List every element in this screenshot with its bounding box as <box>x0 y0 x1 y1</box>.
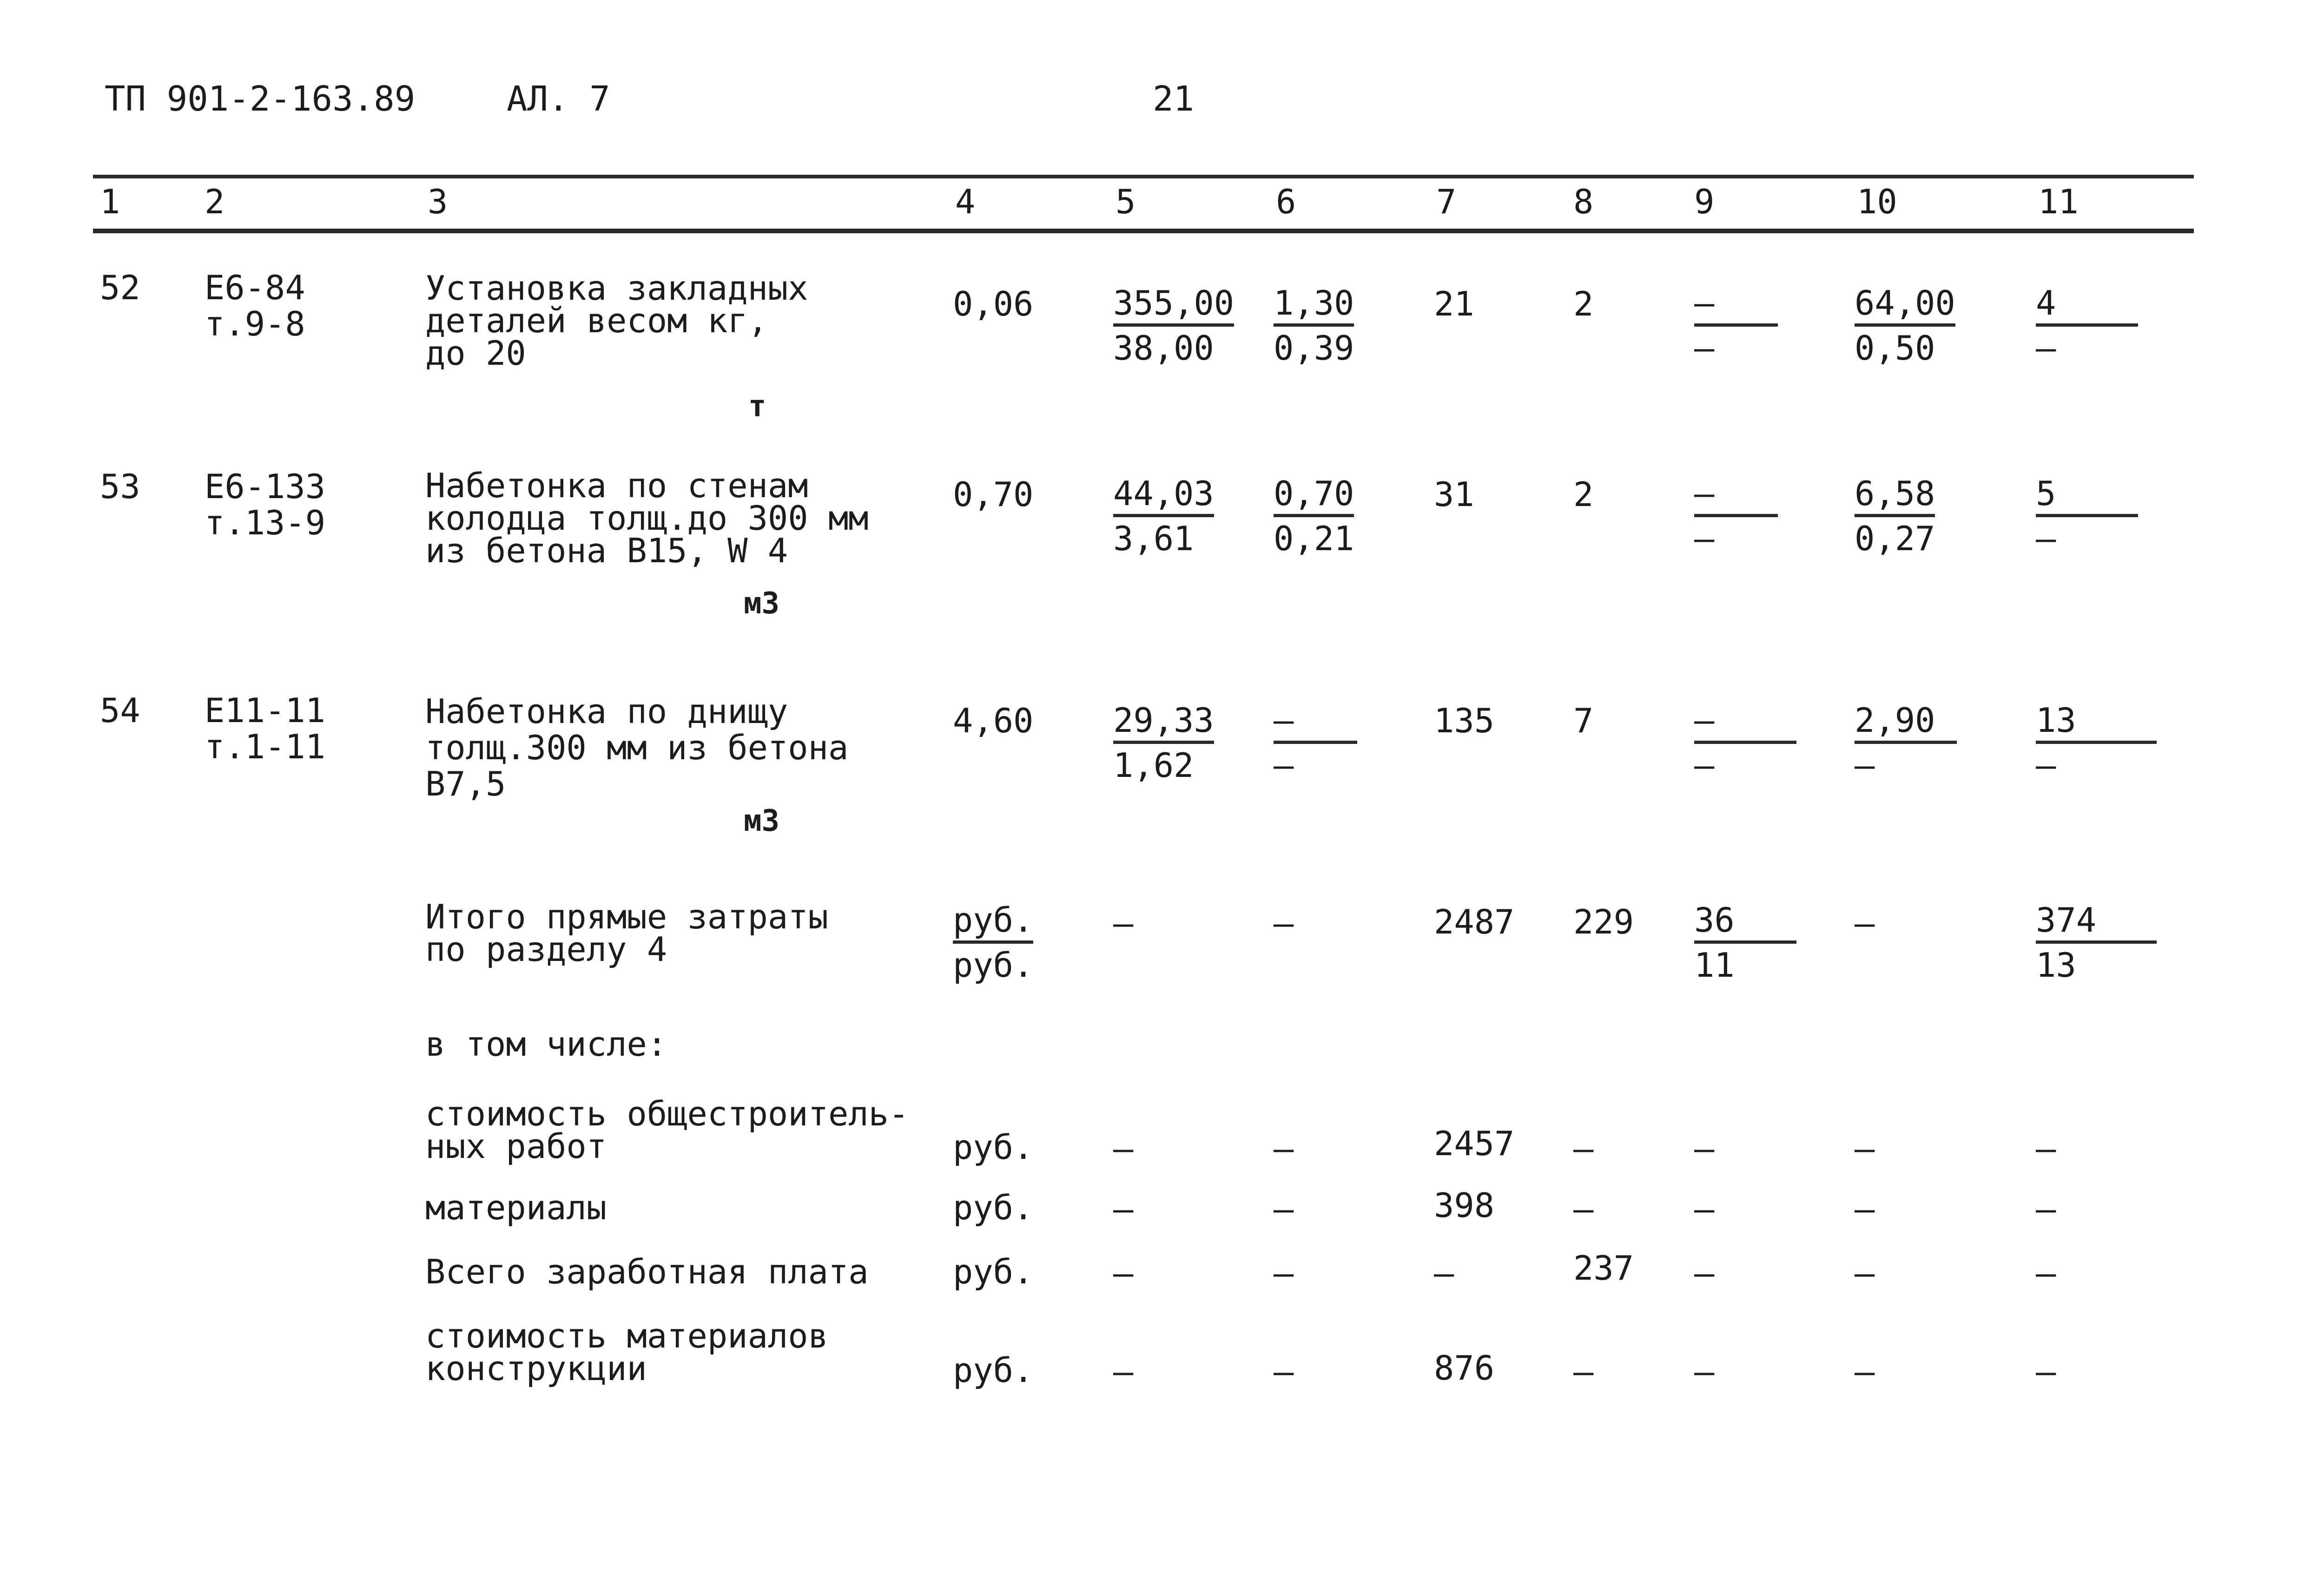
cost-fraction: – – <box>1694 283 1778 368</box>
column-number: 4 <box>955 182 976 221</box>
value-cell: – <box>1694 1352 1715 1391</box>
row-number: 52 <box>100 268 140 307</box>
value-cell: 7 <box>1573 701 1594 740</box>
cost-fraction: 13 – <box>2036 701 2157 785</box>
total-unit: руб. руб. <box>953 901 1034 985</box>
row-number: 54 <box>100 691 140 730</box>
value-cell: – <box>1274 1352 1294 1391</box>
breakdown-unit: руб. <box>953 1351 1034 1390</box>
value-cell: – <box>1274 1190 1294 1229</box>
cost-fraction: – – <box>1694 474 1778 558</box>
value-cell: – <box>1694 1129 1715 1168</box>
cost-fraction: 5 – <box>2036 474 2138 558</box>
value-cell: 21 <box>1434 284 1474 323</box>
column-number: 8 <box>1573 182 1594 221</box>
norm-code: Е11-11 т.1-11 <box>205 691 326 766</box>
norm-code: Е6-133 т.13-9 <box>205 467 326 542</box>
breakdown-label: стоимость материалов конструкции <box>425 1316 828 1388</box>
cost-fraction: $\frac{374}{13}$ <box>2036 901 2157 985</box>
work-description: Набетонка по стенам колодца толщ.до 300 мм из бетона В15, W 4 <box>425 466 869 570</box>
value-cell: – <box>1113 1352 1134 1391</box>
quantity: 4,60 <box>953 701 1034 740</box>
quantity: 0,06 <box>953 284 1034 323</box>
work-description: Набетонка по днищу толщ.300 мм из бетона В7,5 <box>425 692 849 803</box>
value-cell: 229 <box>1573 902 1634 941</box>
value-cell: – <box>2036 1352 2056 1391</box>
value-cell: – <box>1855 1190 1875 1229</box>
breakdown-unit: руб. <box>953 1128 1034 1167</box>
value-cell: 2 <box>1573 475 1594 514</box>
value-cell: 2 <box>1573 284 1594 323</box>
quantity: 0,70 <box>953 475 1034 514</box>
page-number: 21 <box>1153 79 1195 119</box>
value-cell: 398 <box>1434 1186 1495 1225</box>
table-top-rule <box>93 175 2194 178</box>
value-cell: – <box>1573 1352 1594 1391</box>
column-number: 11 <box>2038 182 2079 221</box>
measure-unit: т <box>748 389 766 424</box>
value-cell: 237 <box>1573 1249 1634 1288</box>
cost-fraction: $\frac{44,03}{3,61}$ <box>1113 474 1214 558</box>
value-cell: – <box>2036 1254 2056 1293</box>
value-cell: – <box>1855 1129 1875 1168</box>
column-number: 10 <box>1857 182 1897 221</box>
column-number: 1 <box>100 182 120 221</box>
value-cell: – <box>1573 1129 1594 1168</box>
value-cell: – <box>1113 1190 1134 1229</box>
column-number: 7 <box>1436 182 1457 221</box>
total-label: Итого прямые затраты по разделу 4 <box>425 897 828 969</box>
value-cell: 2457 <box>1434 1124 1515 1163</box>
work-description: Установка закладных деталей весом кг, до 20 <box>425 269 808 373</box>
cost-fraction: $\frac{0,70}{0,21}$ <box>1274 474 1354 558</box>
value-cell: 876 <box>1434 1348 1495 1387</box>
cost-fraction: $\frac{355,00}{38,00}$ <box>1113 283 1235 368</box>
album-number: АЛ. 7 <box>507 79 610 119</box>
breakdown-label: стоимость общестроитель- ных работ <box>425 1094 909 1166</box>
table-header-rule <box>93 229 2194 233</box>
value-cell: – <box>2036 1129 2056 1168</box>
including-label: в том числе: <box>425 1025 667 1064</box>
cost-fraction: – – <box>1274 701 1357 785</box>
value-cell: – <box>1694 1254 1715 1293</box>
value-cell: – <box>1434 1254 1454 1293</box>
value-cell: 31 <box>1434 475 1474 514</box>
value-cell: – <box>1113 904 1134 943</box>
value-cell: – <box>1274 1254 1294 1293</box>
value-cell: 2487 <box>1434 902 1515 941</box>
column-number: 2 <box>205 182 225 221</box>
value-cell: – <box>2036 1190 2056 1229</box>
column-number: 9 <box>1694 182 1715 221</box>
value-cell: – <box>1694 1190 1715 1229</box>
column-number: 6 <box>1276 182 1296 221</box>
value-cell: – <box>1855 1352 1875 1391</box>
cost-fraction: $\frac{29,33}{1,62}$ <box>1113 701 1214 785</box>
cost-fraction: $\frac{6,58}{0,27}$ <box>1855 474 1935 558</box>
column-number: 5 <box>1116 182 1136 221</box>
value-cell: 135 <box>1434 701 1495 740</box>
cost-fraction: $\frac{64,00}{0,50}$ <box>1855 283 1955 368</box>
value-cell: – <box>1855 904 1875 943</box>
breakdown-unit: руб. <box>953 1188 1034 1227</box>
cost-fraction: 2,90 – <box>1855 701 1957 785</box>
value-cell: – <box>1573 1190 1594 1229</box>
row-number: 53 <box>100 467 140 506</box>
value-cell: – <box>1113 1129 1134 1168</box>
document-code: ТП 901-2-163.89 <box>105 79 416 119</box>
cost-fraction: – – <box>1694 701 1796 785</box>
column-number: 3 <box>428 182 448 221</box>
breakdown-unit: руб. <box>953 1252 1034 1291</box>
measure-unit: м3 <box>744 586 780 621</box>
value-cell: – <box>1855 1254 1875 1293</box>
breakdown-label: Всего заработная плата <box>425 1252 869 1291</box>
cost-fraction: $\frac{1,30}{0,39}$ <box>1274 283 1354 368</box>
value-cell: – <box>1274 904 1294 943</box>
breakdown-label: материалы <box>425 1188 607 1227</box>
measure-unit: м3 <box>744 804 780 838</box>
cost-fraction: $\frac{36}{11}$ <box>1694 901 1796 985</box>
cost-fraction: 4 – <box>2036 283 2138 368</box>
value-cell: – <box>1274 1129 1294 1168</box>
value-cell: – <box>1113 1254 1134 1293</box>
norm-code: Е6-84 т.9-8 <box>205 268 305 343</box>
